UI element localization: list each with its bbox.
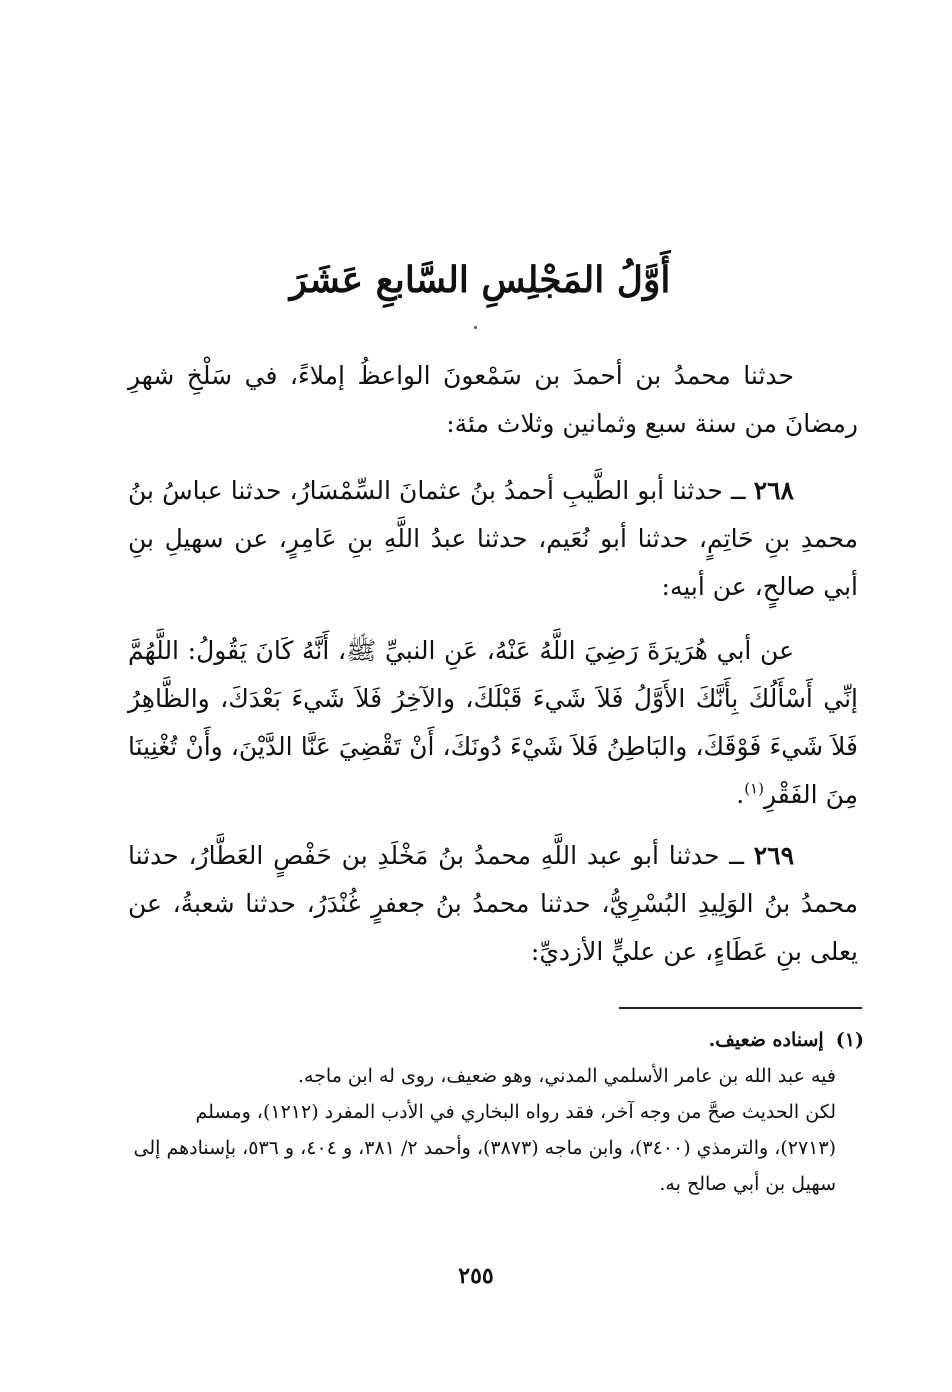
- hadith-number: ٢٦٨: [753, 476, 794, 505]
- chapter-title: أَوَّلُ المَجْلِسِ السَّابعِ عَشَرَ: [289, 259, 671, 301]
- matn-end: .: [736, 780, 745, 809]
- hadith-269-isnad: [128, 832, 858, 976]
- hadith-268-matn: [128, 627, 858, 819]
- intro-paragraph: حدثنا محمدُ بن أحمدَ بن سَمْعونَ الواعظُ إملاءً، في سَلْخِ شهرِ رمضانَ من سنة سبع وثمانين وثلاث مئة:: [128, 361, 858, 438]
- matn-text: عن أبي هُرَيرَةَ رَضِيَ اللَّهُ عَنْهُ، عَنِ النبيِّ ﷺ، أَنَّهُ كَانَ يَقُولُ: اللَّهُمَّ إنِّي أَسْأَلُكَ بِأَنَّكَ الأَوَّلُ فَلاَ شَيءَ قَبْلَكَ، والآخِرُ فَلاَ شَيءَ بَعْدَكَ، والظَّاهِرُ فَلاَ شَيءَ فَوْقَكَ، والبَاطِنُ فَلاَ شَيْءَ دُونَكَ، أَنْ تَقْضِيَ عَنَّا الدَّيْنَ، وأَنْ تُغْنِينَا مِنَ الفَقْرِ: [128, 636, 858, 809]
- isnad-text: ــ حدثنا أبو عبد اللَّهِ محمدُ بنُ مَخْلَدِ بن حَفْصٍ العَطَّارُ، حدثنا محمدُ بنُ الوَلِيدِ البُسْرِيُّ، حدثنا محمدُ بنُ جعفرٍ غُنْدَرُ، حدثنا شعبةُ، عن يعلى بنِ عَطَاءٍ، عن عليٍّ الأزديِّ:: [128, 841, 858, 966]
- footnote-label: (١): [835, 1029, 864, 1051]
- hadith-268-isnad: [128, 467, 858, 611]
- footnote-1-line-1: فيه عبد الله بن عامر الأسلمي المدني، وهو ضعيف، روى له ابن ماجه.: [297, 1065, 836, 1087]
- footnotes: [128, 1022, 864, 1202]
- footnote-marker[interactable]: (١): [744, 779, 764, 798]
- footnote-separator: [619, 1007, 862, 1009]
- footnote-1-heading: [128, 1022, 864, 1058]
- footnote-1-line-2: لكن الحديث صحَّ من وجه آخر، فقد رواه البخاري في الأدب المفرد (١٢١٢)، ومسلم (٢٧١٣)، والترمذي (٣٤٠٠)، وابن ماجه (٣٨٧٣)، وأحمد ٢/ ٣٨١، و ٤٠٤، و ٥٣٦، بإسنادهم إلى سهيل بن أبي صالح به.: [133, 1101, 836, 1195]
- footnote-heading-text: إسناده ضعيف.: [708, 1029, 824, 1051]
- hadith-number: ٢٦٩: [753, 841, 795, 870]
- isnad-text: ــ حدثنا أبو الطَّيبِ أحمدُ بنُ عثمانَ السِّمْسَارُ، حدثنا عباسُ بنُ محمدِ بنِ حَاتِمٍ، حدثنا أبو نُعَيم، حدثنا عبدُ اللَّهِ بنِ عَامِرٍ، عن سهيلِ بنِ أبي صالحٍ، عن أبيه:: [128, 476, 858, 601]
- title-ornament-dot: [474, 326, 477, 329]
- page-number: ٢٥٥: [458, 1263, 494, 1289]
